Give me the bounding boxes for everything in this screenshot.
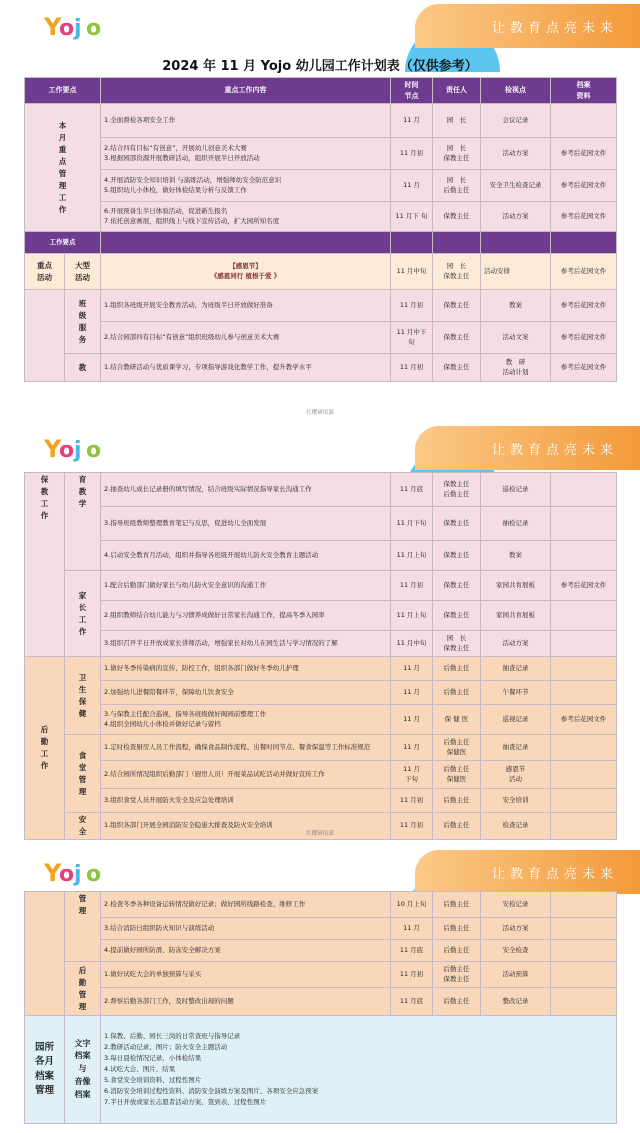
svg-text:Y: Y <box>44 13 62 41</box>
yojo-logo <box>44 10 104 44</box>
table-row-owner: 后勤主任 <box>433 657 481 681</box>
subcategory-parent-work: 家 长 工 作 <box>65 571 101 657</box>
svg-text:o: o <box>59 862 75 887</box>
table-row-check: 安全培训 <box>481 789 551 813</box>
table-row-check: 安全卫生检查记录 <box>481 170 551 202</box>
header-archive: 档案 资料 <box>551 78 617 104</box>
table-row-check: 家园共育展板 <box>481 601 551 631</box>
table-row-content: 4.启动安全教育月活动，组织并指导各班级开展幼儿防火安全教育主题活动 <box>101 541 391 571</box>
table-row-check: 活动方案 <box>481 202 551 232</box>
table-row-content: 2.组织教师结合幼儿能力与习惯养成做好日常家长沟通工作，提高冬季入园率 <box>101 601 391 631</box>
table-row-check: 抽查记录 <box>481 735 551 761</box>
empty-cell <box>551 232 617 254</box>
table-row-archive: 参考后花园文件 <box>551 354 617 382</box>
table-row-check: 巡检记录 <box>481 473 551 507</box>
table-row-content: 2.结合园部四有目标“有创意”组织班级幼儿参与创意美术大赛 <box>101 322 391 354</box>
table-row-check: 巡视记录 <box>481 705 551 735</box>
table-row-content: 3.与保教主任配合巡视，指导各班级做好阁园前整理工作 4.组织全园幼儿小体检并做好记录与留档 <box>101 705 391 735</box>
svg-text:o: o <box>86 438 102 463</box>
table-row-content: 1.配合后勤部门做好家长与幼儿防火安全意识的沟通工作 <box>101 571 391 601</box>
table-row-owner: 后勤主任 <box>433 892 481 918</box>
table-row-archive <box>551 918 617 940</box>
table-row-archive: 参考后花园文件 <box>551 170 617 202</box>
table-row-time: 11 月 <box>391 918 433 940</box>
table-row-archive: 参考后花园文件 <box>551 571 617 601</box>
category-baojiao-continued <box>25 290 65 382</box>
table-row-time: 11 月上旬 <box>391 541 433 571</box>
table-row-check: 安检记录 <box>481 892 551 918</box>
archive-list: 1.保教、后勤、园长三岗的日常查班与指导记录 2.教研活动记录、图片；防火安全主题活动 3.每日晨检情况记录、小体检结果 4.试吃大会、图片、结果 5.食堂安全培训资料、过程性图片 6.消防安全培训过程性资料、消防安全演练方案及图片、各项安全应急预案 7.半日开放或家长志愿者活动方案、签到表、过程性图片 <box>101 1016 617 1124</box>
table-row-owner: 园 长 保教主任 <box>433 254 481 290</box>
table-row-archive <box>551 601 617 631</box>
table-row-archive <box>551 761 617 789</box>
header-area: 工作要点 <box>25 78 101 104</box>
svg-text:o: o <box>59 438 75 463</box>
table-row-check: 教案 <box>481 541 551 571</box>
table-row-archive <box>551 507 617 541</box>
table-row-time: 11 月底 <box>391 988 433 1016</box>
table-row-owner: 后勤主任 <box>433 813 481 840</box>
header-content: 重点工作内容 <box>101 78 391 104</box>
plan-table-p3 <box>24 891 617 1124</box>
table-row-archive: 参考后花园文件 <box>551 322 617 354</box>
table-row-time: 11 月 <box>391 681 433 705</box>
subcategory-logistics-management: 后 勤 管 理 <box>65 962 101 1016</box>
table-row-owner: 保教主任 <box>433 202 481 232</box>
table-row-check: 检查记录 <box>481 813 551 840</box>
table-row-time: 11 月中旬 <box>391 254 433 290</box>
table-row-check: 抽查记录 <box>481 657 551 681</box>
table-row-time: 11 月 <box>391 705 433 735</box>
table-row-time: 11 月 <box>391 657 433 681</box>
table-row-content: 2.结合园所情况组织后勤部门（厨房人员）开展菜品试吃活动并做好宣传工作 <box>101 761 391 789</box>
header-banner <box>405 422 640 472</box>
table-row-check: 活动方案 <box>481 138 551 170</box>
svg-text:o: o <box>59 16 75 41</box>
table-row-owner: 保教主任 <box>433 507 481 541</box>
header-banner <box>405 846 640 891</box>
banner-slogan: 让教育点亮未来 <box>491 867 618 882</box>
table-row-check: 活动安排 <box>481 254 551 290</box>
svg-text:j: j <box>74 16 82 41</box>
table-row-archive <box>551 104 617 138</box>
subcategory-safety: 安 全 <box>65 813 101 840</box>
table-row-owner: 园 长 保教主任 <box>433 631 481 657</box>
table-row-archive <box>551 631 617 657</box>
key-activity-content: 【感恩节】 《感恩同行 植根于爱 》 <box>101 254 391 290</box>
header-time: 时间 节点 <box>391 78 433 104</box>
table-row-time: 11 月上旬 <box>391 601 433 631</box>
table-row-owner: 保教主任 <box>433 354 481 382</box>
page-footer: 红樱研培部 <box>306 410 334 416</box>
table-row-content: 1.做好冬季传染病的宣传、防控工作，组织各部门做好冬季幼儿护理 <box>101 657 391 681</box>
table-row-time: 11 月 <box>391 170 433 202</box>
subcategory-text-av-archive: 文字 档案 与 音像 档案 <box>65 1016 101 1124</box>
table-row-content: 2.检查冬季各种设备运转情况做好记录；做好园所线路检查、维修工作 <box>101 892 391 918</box>
subcategory-management: 管 理 <box>65 892 101 962</box>
table-row-content: 3.组织食堂人员开展防火安全及应急处理培训 <box>101 789 391 813</box>
yojo-logo <box>44 856 104 890</box>
table-row-time: 11 月初 <box>391 571 433 601</box>
empty-cell <box>481 232 551 254</box>
table-row-check: 整改记录 <box>481 988 551 1016</box>
table-row-content: 1.组织各班级开展安全教育活动，为班级半日开放做好准备 <box>101 290 391 322</box>
table-row-archive: 参考后花园文件 <box>551 138 617 170</box>
table-row-archive <box>551 541 617 571</box>
table-row-content: 4.开展消防安全知识培训 与演练活动，增强师幼安全防范意识 5.组织幼儿小体检，做好体检结果分析与反馈工作 <box>101 170 391 202</box>
subcategory-health-care: 卫 生 保 健 <box>65 657 101 735</box>
table-row-time: 11 月初 <box>391 962 433 988</box>
table-row-owner: 保教主任 后勤主任 <box>433 473 481 507</box>
table-row-check: 活动文案 <box>481 322 551 354</box>
table-row-archive <box>551 988 617 1016</box>
table-row-check: 教案 <box>481 290 551 322</box>
table-row-check: 会议记录 <box>481 104 551 138</box>
table-row-owner: 保教主任 <box>433 601 481 631</box>
table-row-check: 家园共育展板 <box>481 571 551 601</box>
subcategory-education-teaching: 育 教 学 <box>65 473 101 571</box>
svg-text:j: j <box>74 438 82 463</box>
table-row-check: 活动方案 <box>481 631 551 657</box>
table-row-check: 午餐环节 <box>481 681 551 705</box>
page-1 <box>0 0 640 416</box>
table-row-time: 11 月中旬 <box>391 631 433 657</box>
table-row-owner: 后勤主任 保教主任 <box>433 962 481 988</box>
table-row-owner: 保教主任 <box>433 541 481 571</box>
table-row-archive <box>551 681 617 705</box>
table-row-owner: 园 长 保教主任 <box>433 138 481 170</box>
table-row-time: 11 月初 <box>391 138 433 170</box>
table-row-owner: 保教主任 <box>433 290 481 322</box>
table-row-owner: 后勤主任 保健医 <box>433 761 481 789</box>
table-row-archive: 参考后花园文件 <box>551 705 617 735</box>
page-3 <box>0 846 640 1133</box>
section-label-work-points: 工作要点 <box>25 232 101 254</box>
table-row-owner: 后勤主任 <box>433 940 481 962</box>
table-row-archive <box>551 962 617 988</box>
header-check: 检视点 <box>481 78 551 104</box>
table-row-archive <box>551 940 617 962</box>
document-title: 2024 年 11 月 Yojo 幼儿园工作计划表（仅供参考） <box>162 59 478 74</box>
table-row-owner: 后勤主任 <box>433 789 481 813</box>
empty-cell <box>391 232 433 254</box>
table-row-time: 11 月下旬 <box>391 507 433 541</box>
table-row-content: 1.做好试吃大会的单独预算与采买 <box>101 962 391 988</box>
svg-text:Y: Y <box>44 435 62 463</box>
table-row-content: 4.提前做好园所防滑、防冻安全解决方案 <box>101 940 391 962</box>
table-row-time: 11 月初 <box>391 789 433 813</box>
table-row-owner: 园 长 <box>433 104 481 138</box>
table-row-content: 1.全面督检各项安全工作 <box>101 104 391 138</box>
table-row-time: 11 月底 <box>391 473 433 507</box>
yojo-logo <box>44 432 104 466</box>
table-row-time: 11 月中下 旬 <box>391 322 433 354</box>
table-row-check: 活动预算 <box>481 962 551 988</box>
table-row-time: 11 月 下旬 <box>391 761 433 789</box>
svg-text:o: o <box>86 16 102 41</box>
table-row-owner: 后勤主任 <box>433 681 481 705</box>
table-row-owner: 后勤主任 <box>433 918 481 940</box>
table-row-check: 感恩节 活动 <box>481 761 551 789</box>
subcategory-education: 教 <box>65 354 101 382</box>
page-2 <box>0 422 640 837</box>
subcategory-large-activity: 大型 活动 <box>65 254 101 290</box>
svg-text:Y: Y <box>44 859 62 887</box>
banner-slogan: 让教育点亮未来 <box>491 21 618 36</box>
table-row-content: 1.组织各部门开展全园消防安全隐患大排查及防火安全培训 <box>101 813 391 840</box>
table-row-time: 11 月下 旬 <box>391 202 433 232</box>
table-row-time: 10 月上旬 <box>391 892 433 918</box>
svg-text:j: j <box>74 862 82 887</box>
category-archive-management: 园所 各月 档案 管理 <box>25 1016 65 1124</box>
table-row-content: 3.组织召开半日开放成家长讲师活动，增强家长对幼儿在园生活与学习情况的了解 <box>101 631 391 657</box>
table-row-archive: 参考后花园文件 <box>551 290 617 322</box>
plan-table-p2 <box>24 472 617 840</box>
category-monthly-key-work: 本 月 重 点 管 理 工 作 <box>25 104 101 232</box>
table-row-content: 1.定时检查厨房人员工作流程，确保食品制作流程、出餐时间节点、餐食保温等工作标准规范 <box>101 735 391 761</box>
table-row-time: 11 月 <box>391 104 433 138</box>
table-row-archive <box>551 892 617 918</box>
table-row-content: 2.抽查幼儿成长记录册的填写情况，结合班级实际情况指导家长沟通工作 <box>101 473 391 507</box>
category-logistics-continued <box>25 892 65 1016</box>
table-row-archive <box>551 735 617 761</box>
table-row-content: 2.结合四有目标“有创意”，开展幼儿创意美术大赛 3.根据园部资源开展教研活动，组织开展半日开放活动 <box>101 138 391 170</box>
table-row-content: 3.指导班级教师整理教育笔记与反思，促进幼儿全面发展 <box>101 507 391 541</box>
table-row-owner: 园 长 后勤主任 <box>433 170 481 202</box>
table-row-owner: 后勤主任 <box>433 988 481 1016</box>
empty-cell <box>101 232 391 254</box>
table-row-owner: 保 健 医 <box>433 705 481 735</box>
table-row-archive <box>551 789 617 813</box>
header-owner: 责任人 <box>433 78 481 104</box>
table-row-owner: 保教主任 <box>433 571 481 601</box>
category-baojiao-work: 保 教 工 作 <box>25 473 65 657</box>
table-row-time: 11 月初 <box>391 813 433 840</box>
table-row-check: 安全检查 <box>481 940 551 962</box>
subcategory-class-service: 班 级 服 务 <box>65 290 101 354</box>
table-row-owner: 保教主任 <box>433 322 481 354</box>
category-key-activity: 重点 活动 <box>25 254 65 290</box>
table-row-time: 11 月底 <box>391 940 433 962</box>
table-row-check: 活动方案 <box>481 918 551 940</box>
table-row-archive: 参考后花园文件 <box>551 254 617 290</box>
table-row-owner: 后勤主任 保健医 <box>433 735 481 761</box>
empty-cell <box>433 232 481 254</box>
table-row-content: 3.结合消防日组织防火知识与演练活动 <box>101 918 391 940</box>
table-row-archive <box>551 657 617 681</box>
table-row-content: 2.督察后勤各部门工作，及时整改出现的问题 <box>101 988 391 1016</box>
table-row-content: 2.加强幼儿进餐陪餐环节，保障幼儿饮食安全 <box>101 681 391 705</box>
category-logistics-work: 后 勤 工 作 <box>25 657 65 840</box>
table-row-time: 11 月 <box>391 735 433 761</box>
table-row-check: 抽检记录 <box>481 507 551 541</box>
table-row-time: 11 月初 <box>391 354 433 382</box>
table-row-check: 教 研 活动计划 <box>481 354 551 382</box>
page-footer: 红樱研培部 <box>306 831 334 837</box>
banner-slogan: 让教育点亮未来 <box>491 443 618 458</box>
svg-text:o: o <box>86 862 102 887</box>
table-row-time: 11 月初 <box>391 290 433 322</box>
subcategory-canteen-management: 食 堂 管 理 <box>65 735 101 813</box>
table-row-archive <box>551 473 617 507</box>
table-row-archive: 参考后花园文件 <box>551 202 617 232</box>
plan-table-p1 <box>24 77 617 382</box>
table-row-content: 1.结合教研活动与优质课学习，专项指导游戏化教学工作，提升教学水平 <box>101 354 391 382</box>
table-row-content: 6.开展预备生半日体验活动，促进新生报名 7.依托创意画展，组织线上与线下宣传活动，扩大园所知名度 <box>101 202 391 232</box>
